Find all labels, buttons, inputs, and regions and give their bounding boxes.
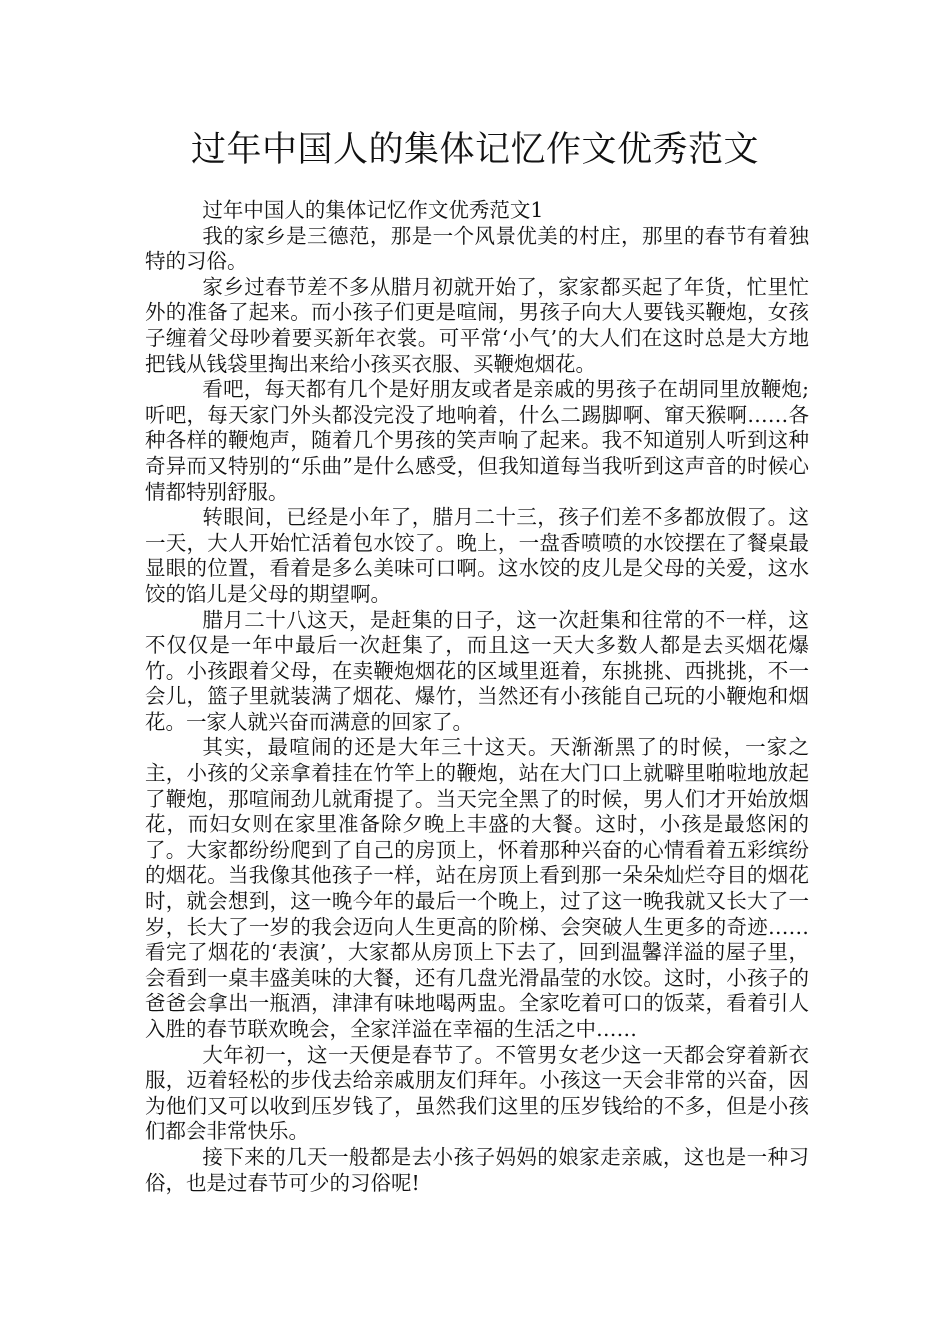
paragraph: 腊月二十八这天，是赶集的日子，这一次赶集和往常的不一样，这不仅仅是一年中最后一次赶集了，而且这一天大多数人都是去买烟花爆竹。小孩跟着父母，在卖鞭炮烟花的区域里逛着，东挑挑、西挑挑，不一会儿，篮子里就装满了烟花、爆竹，当然还有小孩能自己玩的小鞭炮和烟花。一家人就兴奋而满意的回家了。 [145,607,809,734]
paragraph: 看吧，每天都有几个是好朋友或者是亲戚的男孩子在胡同里放鞭炮;听吧，每天家门外头都没完没了地响着，什么二踢脚啊、窜天猴啊……各种各样的鞭炮声，随着几个男孩的笑声响了起来。我不知道别人听到这种奇异而又特别的“乐曲”是什么感受，但我知道每当我听到这声音的时候心情都特别舒服。 [145,377,809,504]
essay-subtitle: 过年中国人的集体记忆作文优秀范文1 [202,198,544,222]
paragraph: 家乡过春节差不多从腊月初就开始了，家家都买起了年货，忙里忙外的准备了起来。而小孩子们更是喧闹，男孩子向大人要钱买鞭炮，女孩子缠着父母吵着要买新年衣裳。可平常‘小气’的大人们在这时总是大方地把钱从钱袋里掏出来给小孩买衣服、买鞭炮烟花。 [145,274,809,376]
document-title: 过年中国人的集体记忆作文优秀范文 [190,130,759,170]
paragraph: 转眼间，已经是小年了，腊月二十三，孩子们差不多都放假了。这一天，大人开始忙活着包水饺了。晚上，一盘香喷喷的水饺摆在了餐桌最显眼的位置，看着是多么美味可口啊。这水饺的皮儿是父母的关爱，这水饺的馅儿是父母的期望啊。 [145,505,809,606]
document-body [145,198,809,1196]
paragraph: 其实，最喧闹的还是大年三十这天。天渐渐黑了的时候，一家之主，小孩的父亲拿着挂在竹竿上的鞭炮，站在大门口上就噼里啪啦地放起了鞭炮，那喧闹劲儿就甭提了。当天完全黑了的时候，男人们才开始放烟花，而妇女则在家里准备除夕晚上丰盛的大餐。这时，小孩是最悠闲的了。大家都纷纷爬到了自己的房顶上，怀着那种兴奋的心情看着五彩缤纷的烟花。当我像其他孩子一样，站在房顶上看到那一朵朵灿烂夺目的烟花时，就会想到，这一晚今年的最后一个晚上，过了这一晚我就又长大了一岁，长大了一岁的我会迈向人生更高的阶梯、会突破人生更多的奇迹……看完了烟花的‘表演’，大家都从房顶上下去了，回到温馨洋溢的屋子里，会看到一桌丰盛美味的大餐，还有几盘光滑晶莹的水饺。这时，小孩子的爸爸会拿出一瓶酒，津津有味地喝两盅。全家吃着可口的饭菜，看着引人入胜的春节联欢晚会，全家洋溢在幸福的生活之中…… [145,735,809,1041]
paragraph: 接下来的几天一般都是去小孩子妈妈的娘家走亲戚，这也是一种习俗，也是过春节可少的习俗呢! [145,1144,809,1195]
paragraph: 大年初一，这一天便是春节了。不管男女老少这一天都会穿着新衣服，迈着轻松的步伐去给亲戚朋友们拜年。小孩这一天会非常的兴奋，因为他们又可以收到压岁钱了，虽然我们这里的压岁钱给的不多，但是小孩们都会非常快乐。 [145,1042,809,1144]
paragraph: 我的家乡是三德范，那是一个风景优美的村庄，那里的春节有着独特的习俗。 [145,223,809,274]
